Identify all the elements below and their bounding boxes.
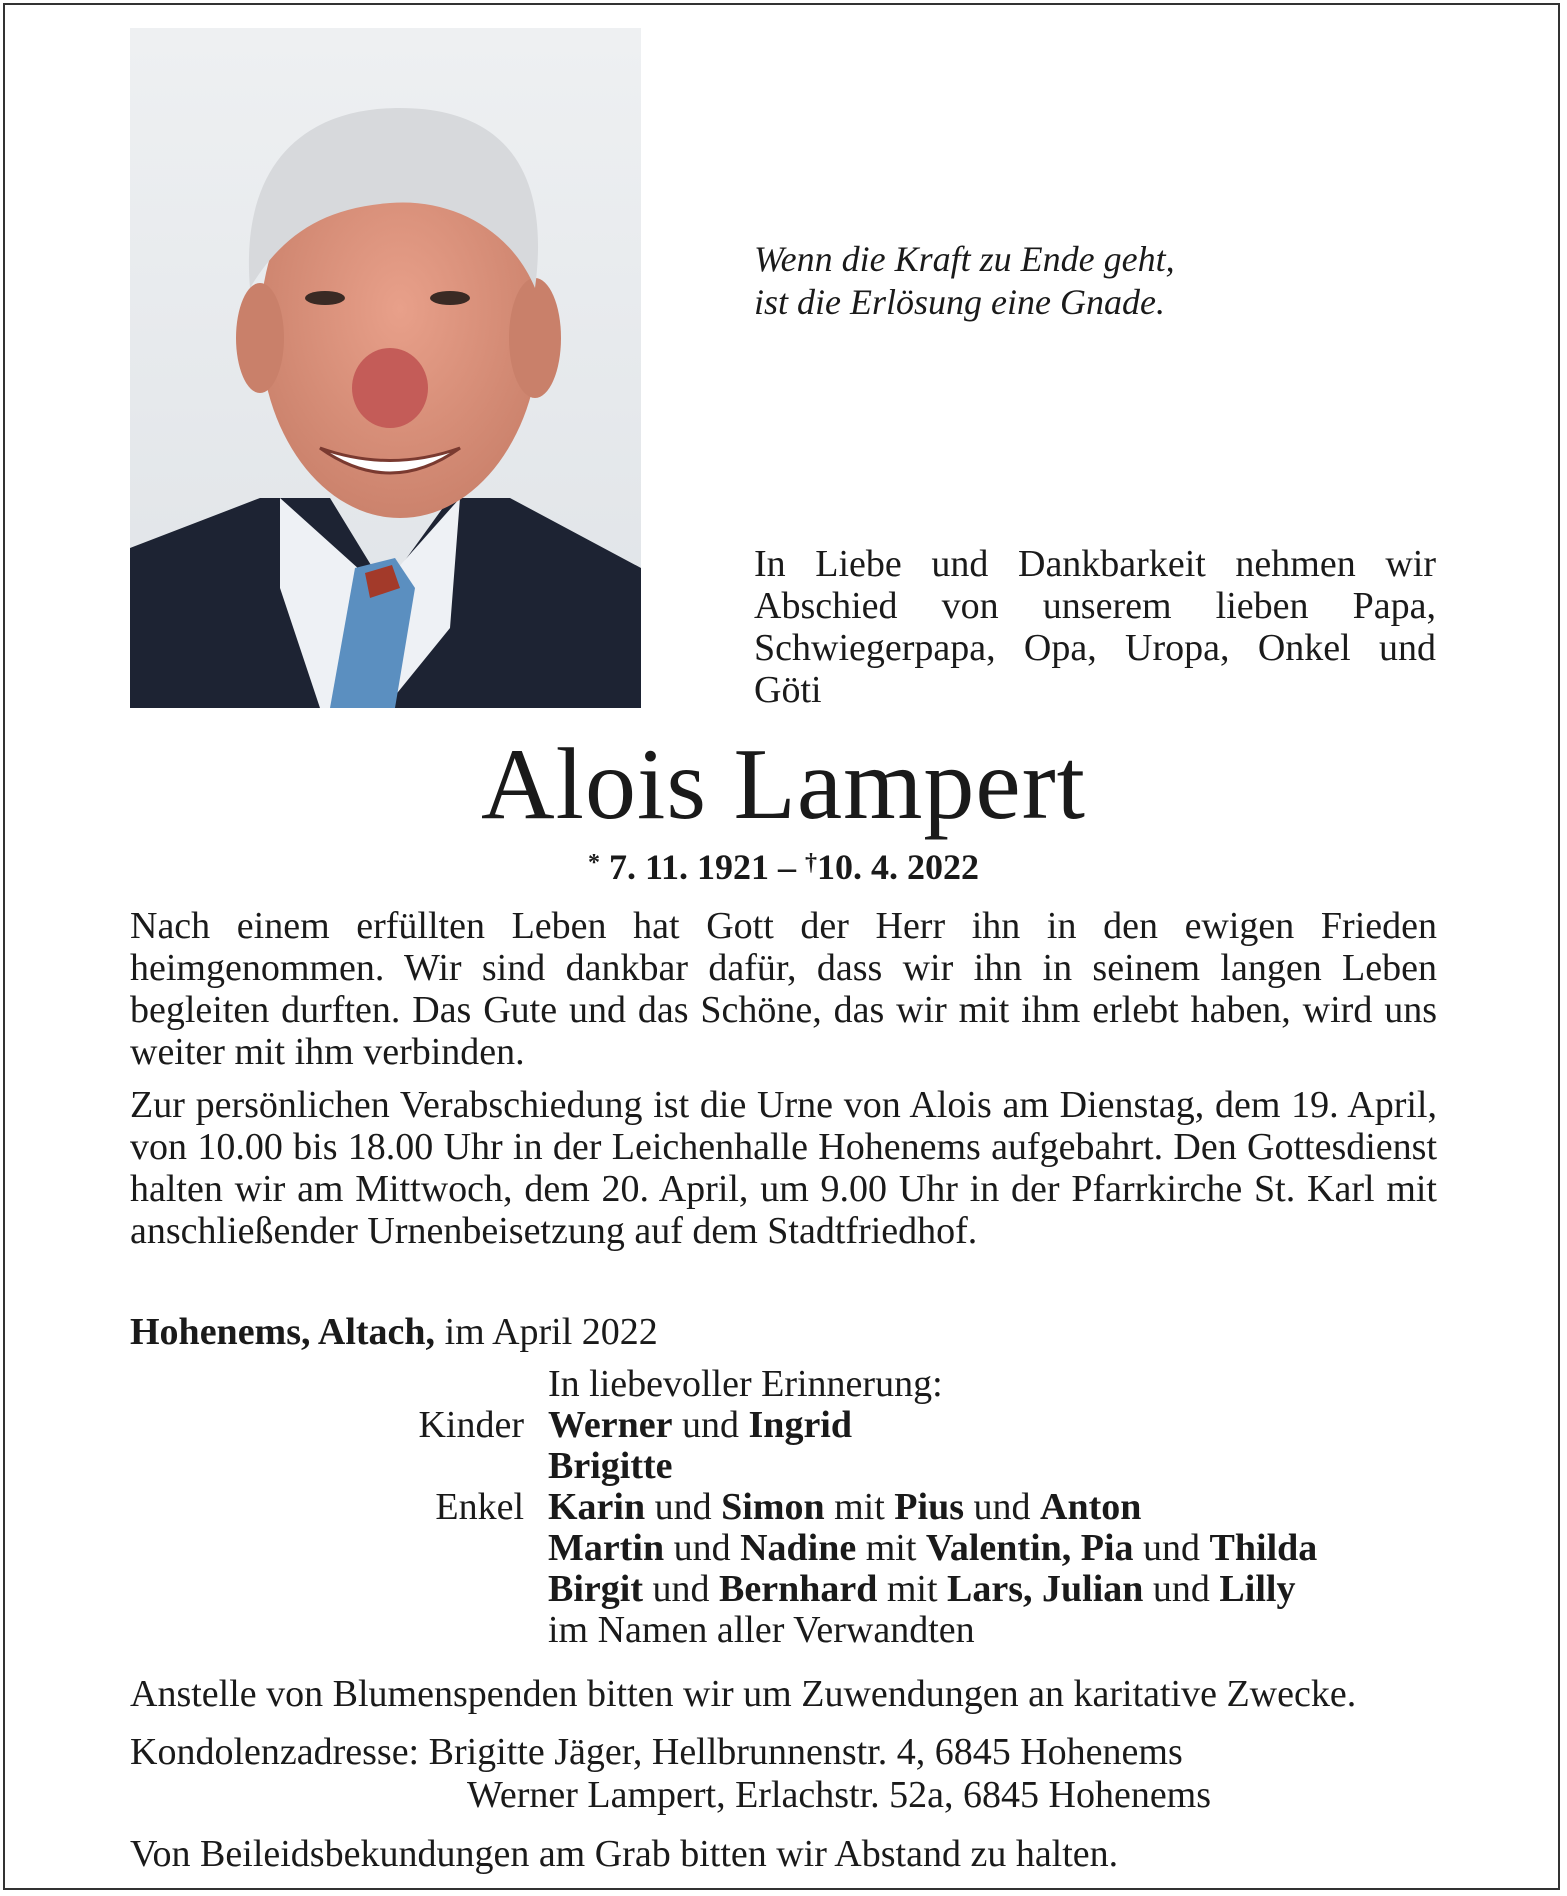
child-name: Brigitte — [548, 1445, 673, 1487]
partner-name: Nadine — [740, 1527, 857, 1569]
date-separator: – — [778, 847, 796, 887]
portrait-photo — [130, 28, 641, 708]
grandchild-name: Martin — [548, 1527, 665, 1569]
great-grandchild-name: Julian — [1032, 1568, 1144, 1610]
connector: und — [672, 1404, 749, 1446]
great-grandchild-name: Lilly — [1219, 1568, 1296, 1610]
grandchildren-line-3 — [548, 1569, 1295, 1610]
family-intro: In liebevoller Erinnerung: — [548, 1363, 943, 1405]
quote-line-2: ist die Erlösung eine Gnade. — [754, 282, 1165, 322]
condolence-label: Kondolenzadresse: — [130, 1731, 420, 1773]
birth-symbol: * — [587, 850, 600, 876]
grandchildren-line-2 — [548, 1528, 1317, 1569]
place-locations: Hohenems, Altach, — [130, 1311, 436, 1353]
condolence-address-1 — [130, 1730, 1183, 1774]
connector: und — [1143, 1568, 1220, 1610]
partner-name: Simon — [721, 1486, 825, 1528]
grandchildren-label: Enkel — [435, 1486, 524, 1528]
great-grandchild-name: Pia — [1071, 1527, 1134, 1569]
grandchildren-line-1 — [548, 1487, 1141, 1528]
grave-note: Von Beileidsbekundungen am Grab bitten wir Abstand zu halten. — [130, 1833, 1119, 1875]
great-grandchild-name: Pius — [894, 1486, 964, 1528]
donation-note: Anstelle von Blumenspenden bitten wir um Zuwendungen an karitative Zwecke. — [130, 1673, 1357, 1715]
death-date: 10. 4. 2022 — [817, 847, 979, 887]
death-symbol: † — [805, 850, 817, 876]
partner-name: Ingrid — [748, 1404, 852, 1446]
connector: und — [1133, 1527, 1210, 1569]
birth-date: 7. 11. 1921 — [608, 847, 769, 887]
connector: und — [964, 1486, 1040, 1528]
condolence-address-line-1: Brigitte Jäger, Hellbrunnenstr. 4, 6845 Hohenems — [419, 1731, 1183, 1773]
children-line-1 — [548, 1405, 852, 1446]
family-list — [0, 1364, 1567, 1651]
place-and-date — [130, 1310, 658, 1354]
connector: mit — [856, 1527, 926, 1569]
paragraph-life: Nach einem erfüllten Leben hat Gott der Herr ihn in den ewigen Frieden heimgenommen. Wir sind dankbar dafür, dass wir ihn in seinem langen Leben begleiten durften. Das Gute und das Schöne, das wir mit ihm erlebt haben, wird uns weiter mit ihm verbinden. — [130, 905, 1437, 1073]
connector: mit — [877, 1568, 948, 1610]
connector: und — [645, 1486, 722, 1528]
great-grandchild-name: Valentin, — [925, 1527, 1072, 1569]
family-closing: im Namen aller Verwandten — [548, 1609, 975, 1651]
deceased-name: Alois Lampert — [480, 728, 1087, 841]
children-label: Kinder — [418, 1404, 524, 1446]
paragraph-funeral: Zur persönlichen Verabschiedung ist die Urne von Alois am Dienstag, dem 19. April, von 10.00 bis 18.00 Uhr in der Leichenhalle Hohenems aufgebahrt. Den Gottesdienst halten wir am Mittwoch, dem 20. April, um 9.00 Uhr in der Pfarrkirche St. Karl mit anschließender Urnenbeisetzung auf dem Stadtfriedhof. — [130, 1084, 1437, 1252]
connector: und — [664, 1527, 741, 1569]
quote-line-1: Wenn die Kraft zu Ende geht, — [754, 239, 1175, 279]
grandchild-name: Karin — [548, 1486, 646, 1528]
connector: mit — [824, 1486, 895, 1528]
connector: und — [642, 1568, 719, 1610]
memorial-quote — [754, 238, 1274, 324]
great-grandchild-name: Thilda — [1209, 1527, 1318, 1569]
grandchild-name: Birgit — [548, 1568, 643, 1610]
partner-name: Bernhard — [718, 1568, 878, 1610]
great-grandchild-name: Lars, — [947, 1568, 1033, 1610]
place-date: im April 2022 — [435, 1311, 658, 1353]
farewell-text: In Liebe und Dankbarkeit nehmen wir Abschied von unserem lieben Papa, Schwiegerpapa, Opa, Uropa, Onkel und Göti — [754, 543, 1436, 711]
great-grandchild-name: Anton — [1040, 1486, 1142, 1528]
life-dates — [0, 845, 1567, 889]
child-name: Werner — [548, 1404, 673, 1446]
condolence-address-2: Werner Lampert, Erlachstr. 52a, 6845 Hohenems — [467, 1774, 1212, 1816]
children-line-2 — [548, 1446, 673, 1487]
